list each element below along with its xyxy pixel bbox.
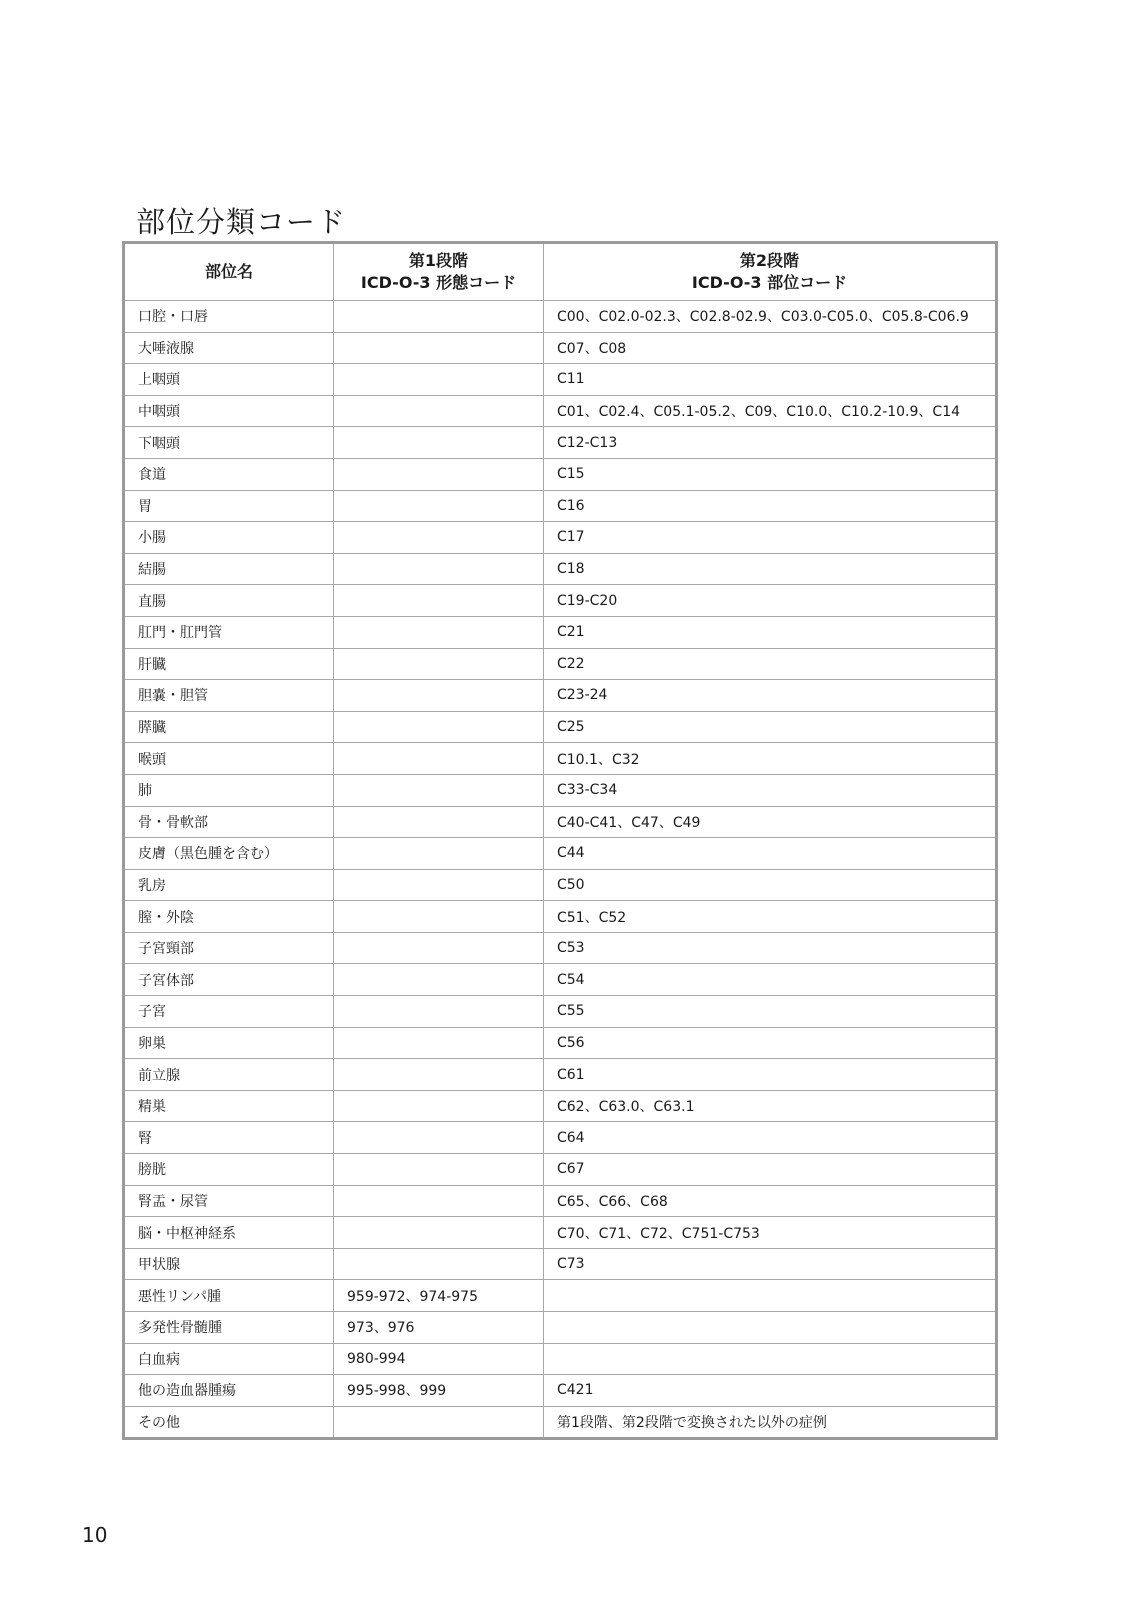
table-row [124, 1217, 997, 1249]
topography-code-cell: C10.1、C32 [544, 743, 997, 775]
table-header-row [124, 243, 997, 301]
table-row [124, 932, 997, 964]
morphology-code-cell [334, 301, 544, 333]
table-row [124, 648, 997, 680]
topography-code-cell: C51、C52 [544, 901, 997, 933]
site-name-cell: 脳・中枢神経系 [124, 1217, 334, 1249]
site-name-cell: 膣・外陰 [124, 901, 334, 933]
site-name-cell: 白血病 [124, 1343, 334, 1375]
table-row [124, 585, 997, 617]
table-row [124, 332, 997, 364]
topography-code-cell: C00、C02.0-02.3、C02.8-02.9、C03.0-C05.0、C05.8-C06.9 [544, 301, 997, 333]
table-row [124, 301, 997, 333]
morphology-code-cell [334, 680, 544, 712]
table-row [124, 680, 997, 712]
table-row [124, 1027, 997, 1059]
topography-code-cell: C55 [544, 996, 997, 1028]
topography-code-cell [544, 1280, 997, 1312]
site-name-cell: 胃 [124, 490, 334, 522]
table-row [124, 458, 997, 490]
topography-code-cell: C23-24 [544, 680, 997, 712]
table-row [124, 427, 997, 459]
site-name-cell: 膵臓 [124, 711, 334, 743]
topography-code-cell: C54 [544, 964, 997, 996]
topography-code-cell: C21 [544, 616, 997, 648]
morphology-code-cell [334, 1154, 544, 1186]
topography-code-cell: C17 [544, 522, 997, 554]
topography-code-cell: C40-C41、C47、C49 [544, 806, 997, 838]
header-stage2-title: 第2段階 [739, 251, 800, 270]
site-name-cell: 子宮頸部 [124, 932, 334, 964]
topography-code-cell: C65、C66、C68 [544, 1185, 997, 1217]
page-title: 部位分類コード [136, 205, 347, 239]
topography-code-cell: C19-C20 [544, 585, 997, 617]
topography-code-cell [544, 1312, 997, 1344]
morphology-code-cell: 980-994 [334, 1343, 544, 1375]
site-name-cell: 乳房 [124, 869, 334, 901]
site-name-cell: 小腸 [124, 522, 334, 554]
topography-code-cell: C421 [544, 1375, 997, 1407]
site-name-cell: 結腸 [124, 553, 334, 585]
table-row [124, 1059, 997, 1091]
topography-code-cell: C56 [544, 1027, 997, 1059]
topography-code-cell: C62、C63.0、C63.1 [544, 1090, 997, 1122]
table-row [124, 1312, 997, 1344]
site-name-cell: 他の造血器腫瘍 [124, 1375, 334, 1407]
morphology-code-cell [334, 806, 544, 838]
morphology-code-cell [334, 743, 544, 775]
site-name-cell: 前立腺 [124, 1059, 334, 1091]
topography-code-cell: C01、C02.4、C05.1-05.2、C09、C10.0、C10.2-10.9、C14 [544, 395, 997, 427]
topography-code-cell: C61 [544, 1059, 997, 1091]
morphology-code-cell [334, 869, 544, 901]
header-stage2-subtitle: ICD-O-3 部位コード [691, 273, 848, 292]
site-name-cell: 口腔・口唇 [124, 301, 334, 333]
topography-code-cell: C67 [544, 1154, 997, 1186]
morphology-code-cell [334, 964, 544, 996]
topography-code-cell [544, 1343, 997, 1375]
site-name-cell: 卵巣 [124, 1027, 334, 1059]
morphology-code-cell [334, 838, 544, 870]
table-row [124, 522, 997, 554]
morphology-code-cell [334, 1248, 544, 1280]
table-row [124, 711, 997, 743]
site-name-cell: 多発性骨髄腫 [124, 1312, 334, 1344]
table-row [124, 1154, 997, 1186]
table-row [124, 1343, 997, 1375]
table-row [124, 1185, 997, 1217]
table-row [124, 395, 997, 427]
morphology-code-cell [334, 553, 544, 585]
header-stage1 [334, 243, 544, 301]
site-name-cell: 甲状腺 [124, 1248, 334, 1280]
table-row [124, 901, 997, 933]
site-code-table [122, 241, 998, 1440]
morphology-code-cell [334, 648, 544, 680]
morphology-code-cell: 959-972、974-975 [334, 1280, 544, 1312]
topography-code-cell: C22 [544, 648, 997, 680]
header-stage1-subtitle: ICD-O-3 形態コード [360, 273, 517, 292]
header-stage2 [544, 243, 997, 301]
table-row [124, 838, 997, 870]
table-row [124, 1090, 997, 1122]
table-row [124, 1375, 997, 1407]
morphology-code-cell [334, 1090, 544, 1122]
table-row [124, 490, 997, 522]
table-row [124, 806, 997, 838]
morphology-code-cell [334, 395, 544, 427]
morphology-code-cell [334, 364, 544, 396]
site-name-cell: 肺 [124, 774, 334, 806]
topography-code-cell: C11 [544, 364, 997, 396]
site-name-cell: 悪性リンパ腫 [124, 1280, 334, 1312]
morphology-code-cell: 973、976 [334, 1312, 544, 1344]
site-name-cell: 皮膚（黒色腫を含む） [124, 838, 334, 870]
topography-code-cell: C07、C08 [544, 332, 997, 364]
table-row [124, 364, 997, 396]
site-name-cell: 子宮 [124, 996, 334, 1028]
topography-code-cell: C53 [544, 932, 997, 964]
site-name-cell: 下咽頭 [124, 427, 334, 459]
site-name-cell: その他 [124, 1406, 334, 1439]
table-row [124, 743, 997, 775]
table-row [124, 553, 997, 585]
morphology-code-cell [334, 901, 544, 933]
morphology-code-cell [334, 774, 544, 806]
table-row [124, 996, 997, 1028]
morphology-code-cell [334, 932, 544, 964]
header-site-name: 部位名 [124, 243, 334, 301]
table-row [124, 1122, 997, 1154]
topography-code-cell: C73 [544, 1248, 997, 1280]
morphology-code-cell [334, 1185, 544, 1217]
table-row [124, 1248, 997, 1280]
morphology-code-cell [334, 490, 544, 522]
morphology-code-cell [334, 1122, 544, 1154]
site-name-cell: 肝臓 [124, 648, 334, 680]
topography-code-cell: C25 [544, 711, 997, 743]
table-row [124, 1406, 997, 1439]
morphology-code-cell [334, 1406, 544, 1439]
morphology-code-cell [334, 458, 544, 490]
topography-code-cell: C12-C13 [544, 427, 997, 459]
page-number: 10 [82, 1523, 108, 1547]
morphology-code-cell [334, 1059, 544, 1091]
morphology-code-cell [334, 522, 544, 554]
site-name-cell: 膀胱 [124, 1154, 334, 1186]
morphology-code-cell [334, 1027, 544, 1059]
morphology-code-cell: 995-998、999 [334, 1375, 544, 1407]
morphology-code-cell [334, 427, 544, 459]
topography-code-cell: C16 [544, 490, 997, 522]
morphology-code-cell [334, 332, 544, 364]
site-name-cell: 中咽頭 [124, 395, 334, 427]
morphology-code-cell [334, 996, 544, 1028]
topography-code-cell: C64 [544, 1122, 997, 1154]
site-name-cell: 喉頭 [124, 743, 334, 775]
site-name-cell: 精巣 [124, 1090, 334, 1122]
topography-code-cell: C70、C71、C72、C751-C753 [544, 1217, 997, 1249]
site-name-cell: 上咽頭 [124, 364, 334, 396]
table-row [124, 964, 997, 996]
topography-code-cell: C44 [544, 838, 997, 870]
morphology-code-cell [334, 616, 544, 648]
table-row [124, 774, 997, 806]
morphology-code-cell [334, 585, 544, 617]
site-name-cell: 腎盂・尿管 [124, 1185, 334, 1217]
site-name-cell: 食道 [124, 458, 334, 490]
site-name-cell: 子宮体部 [124, 964, 334, 996]
topography-code-cell: C15 [544, 458, 997, 490]
site-name-cell: 直腸 [124, 585, 334, 617]
topography-code-cell: C50 [544, 869, 997, 901]
table-row [124, 1280, 997, 1312]
site-name-cell: 肛門・肛門管 [124, 616, 334, 648]
site-name-cell: 腎 [124, 1122, 334, 1154]
morphology-code-cell [334, 711, 544, 743]
topography-code-cell: 第1段階、第2段階で変換された以外の症例 [544, 1406, 997, 1439]
topography-code-cell: C33-C34 [544, 774, 997, 806]
site-name-cell: 胆嚢・胆管 [124, 680, 334, 712]
topography-code-cell: C18 [544, 553, 997, 585]
header-stage1-title: 第1段階 [408, 251, 469, 270]
morphology-code-cell [334, 1217, 544, 1249]
site-name-cell: 大唾液腺 [124, 332, 334, 364]
table-row [124, 869, 997, 901]
table-row [124, 616, 997, 648]
site-name-cell: 骨・骨軟部 [124, 806, 334, 838]
